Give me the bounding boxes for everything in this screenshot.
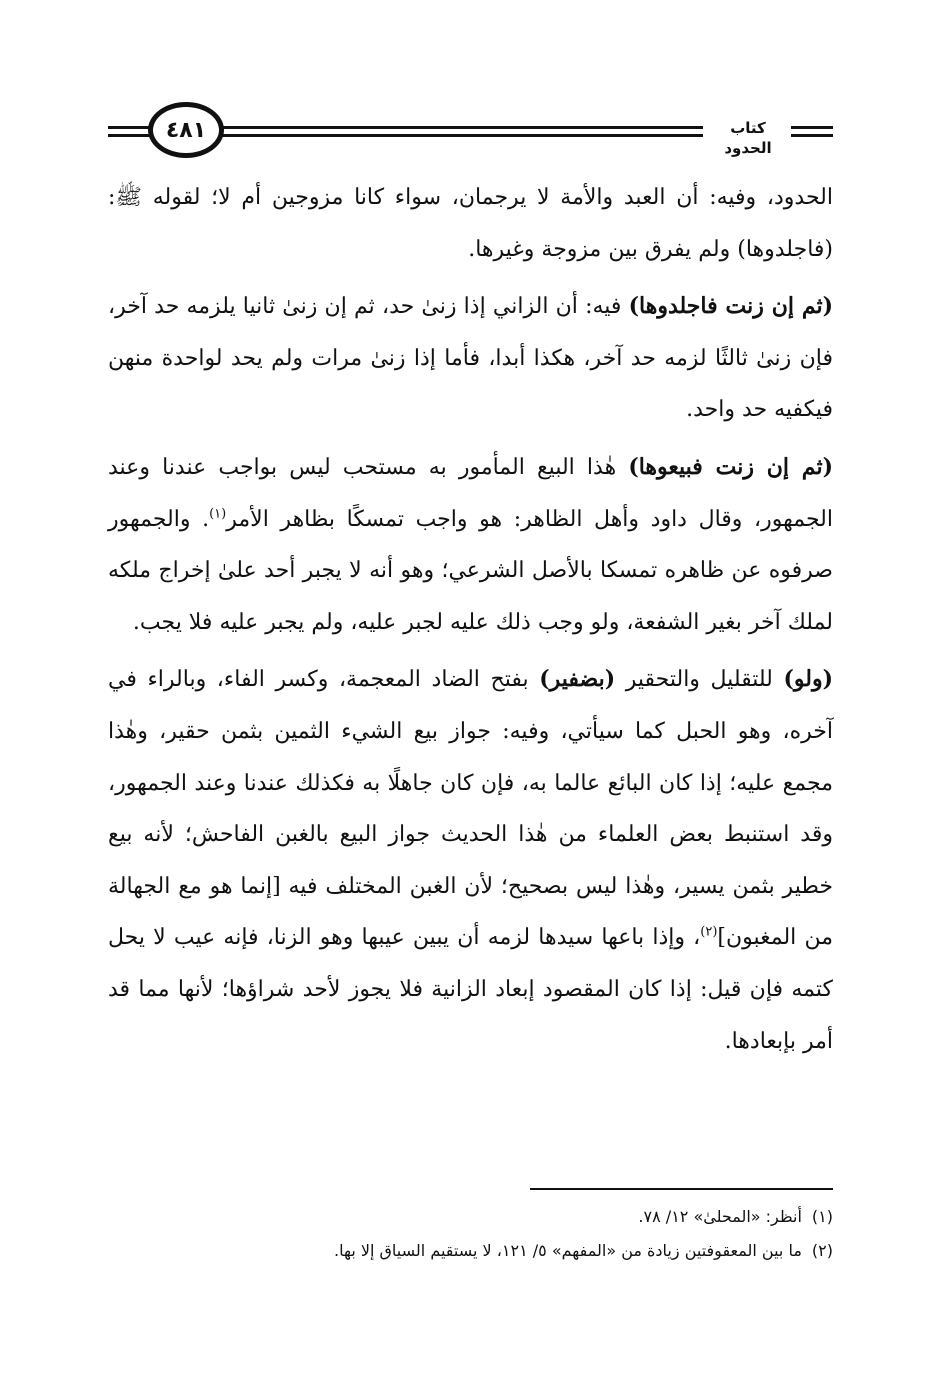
paragraph-text: للتقليل والتحقير — [615, 667, 784, 693]
footnote-number: (٢) — [811, 1241, 833, 1260]
paragraph — [108, 172, 833, 275]
footnotes — [108, 1200, 833, 1268]
header-rule — [108, 134, 153, 137]
main-text — [108, 172, 833, 1073]
header-rule — [218, 134, 703, 137]
header-rule — [791, 134, 833, 137]
header-rule — [218, 126, 703, 129]
header-rule — [108, 126, 153, 129]
paragraph-text: هٰذا البيع المأمور به مستحب ليس بواجب عندنا وعند الجمهور، وقال داود وأهل الظاهر: هو واجب تمسكًا بظاهر الأمر — [108, 454, 833, 532]
header-rule — [791, 126, 833, 129]
footnote-separator — [530, 1188, 833, 1190]
footnote-ref: (٢) — [700, 924, 718, 940]
paragraph-text: . والجمهور صرفوه عن ظاهره تمسكا بالأصل الشرعي؛ وهو أنه لا يجبر أحد علىٰ إخراج ملكه لملك آخر بغير الشفعة، ولو وجب ذلك عليه لجبر عليه، ولم يجبر عليه فلا يجب. — [108, 506, 833, 635]
paragraph — [108, 654, 833, 1067]
hadith-quote: (ثم إن زنت فاجلدوها) — [628, 293, 833, 320]
paragraph — [108, 281, 833, 436]
chapter-title: كتاب الحدود — [724, 119, 772, 157]
footnote-ref: (١) — [209, 506, 227, 522]
paragraph-text: بفتح الضاد المعجمة، وكسر الفاء، وبالراء في آخره، وهو الحبل كما سيأتي، وفيه: جواز بيع الشيء الثمين بثمن حقير، وهٰذا مجمع عليه؛ إذا كان البائع عالما به، فإن كان جاهلًا به فكذلك عندنا وعند الجمهور، وقد استنبط بعض العلماء من هٰذا الحديث جواز البيع بالغبن الفاحش؛ لأنه بيع خطير بثمن يسير، وهٰذا ليس بصحيح؛ لأن الغبن المختلف فيه [إنما هو مع الجهالة من المغبون] — [108, 667, 833, 951]
hadith-quote: (ولو) — [783, 666, 833, 693]
footnote — [108, 1200, 833, 1234]
page-number: ٤٨١ — [148, 102, 224, 158]
footnote-text: ما بين المعقوفتين زيادة من «المفهم» ٥/ ١٢١، لا يستقيم السياق إلا بها. — [333, 1241, 802, 1260]
paragraph-text: ، وإذا باعها سيدها لزمه أن يبين عيبها وهو الزنا، فإنه عيب لا يحل كتمه فإن قيل: إذا كان المقصود إبعاد الزانية فلا يجوز لأحد شراؤها؛ لأنها مما قد أمر بإبعادها. — [108, 925, 833, 1054]
footnote-number: (١) — [811, 1207, 833, 1226]
paragraph-text: الحدود، وفيه: أن العبد والأمة لا يرجمان، سواء كانا مزوجين أم لا؛ لقوله ﷺ: (فاجلدوها) ولم يفرق بين مزوجة وغيرها. — [108, 185, 833, 262]
footnote-text: أنظر: «المحلىٰ» ١٢/ ٧٨. — [638, 1207, 802, 1226]
footnote — [108, 1234, 833, 1268]
paragraph-text: فيه: أن الزاني إذا زنىٰ حد، ثم إن زنىٰ ثانيا يلزمه حد آخر، فإن زنىٰ ثالثًا لزمه حد آخر، هكذا أبدا، فأما إذا زنىٰ مرات ولم يحد لواحدة منهن فيكفيه حد واحد. — [108, 294, 833, 423]
page-header — [108, 96, 833, 166]
hadith-quote: (بضفير) — [539, 666, 616, 693]
hadith-quote: (ثم إن زنت فبيعوها) — [628, 453, 833, 480]
paragraph — [108, 442, 833, 648]
